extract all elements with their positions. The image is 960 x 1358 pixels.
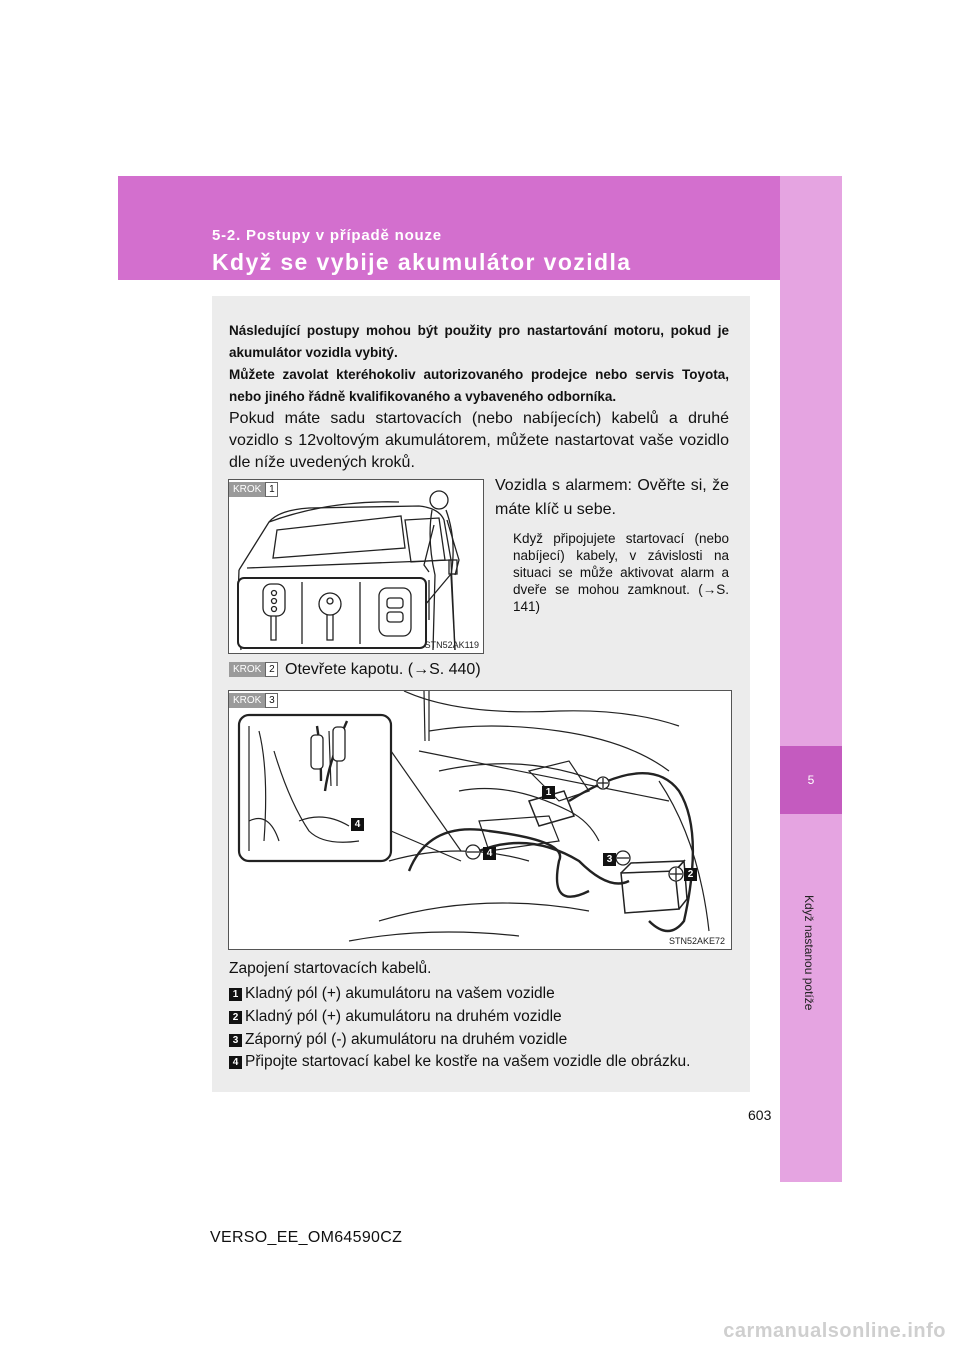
step2-badge <box>229 662 278 677</box>
page-number: 603 <box>748 1107 772 1123</box>
legend-item-3 <box>229 1030 567 1050</box>
step3-figure-code: STN52AKE72 <box>668 936 725 946</box>
section-heading: 5-2. Postupy v případě nouze <box>212 227 442 244</box>
legend-number-3: 3 <box>229 1034 242 1047</box>
step1-text: Vozidla s alarmem: Ověřte si, že máte klíč u sebe. <box>495 477 729 518</box>
intro-bold-1: Následující postupy mohou být použity pro nastartování motoru, pokud je akumulátor vozidla vybitý. <box>229 323 729 360</box>
step1-figure <box>228 479 484 654</box>
legend-number-4: 4 <box>229 1056 242 1069</box>
chapter-tab-label: Když nastanou potíže <box>802 895 816 1011</box>
intro-paragraph: Pokud máte sadu startovacích (nebo nabíjecích) kabelů a druhé vozidlo s 12voltovým akumulátorem, můžete nastartovat vaše vozidlo dle níže uvedených kroků. <box>229 410 729 471</box>
legend-item-1 <box>229 984 555 1004</box>
legend-item-4 <box>229 1052 690 1072</box>
step1-badge-label: KROK <box>229 482 265 497</box>
legend-text-3: Záporný pól (-) akumulátoru na druhém vozidle <box>245 1031 568 1048</box>
step1-figure-code: STN52AK119 <box>424 640 479 650</box>
legend-text-2: Kladný pól (+) akumulátoru na druhém vozidle <box>245 1008 562 1025</box>
step3-caption: Zapojení startovacích kabelů. <box>229 960 432 977</box>
step2-text: Otevřete kapotu. (→S. 440) <box>285 661 481 678</box>
chapter-tab[interactable]: 5 <box>780 746 842 814</box>
document-code: VERSO_EE_OM64590CZ <box>210 1229 403 1246</box>
callout-4-inset: 4 <box>351 818 364 831</box>
legend-item-2 <box>229 1007 562 1027</box>
legend-text-1: Kladný pól (+) akumulátoru na vašem vozidle <box>245 985 555 1002</box>
callout-4-engine: 4 <box>483 847 496 860</box>
step2-badge-label: KROK <box>229 662 265 677</box>
watermark: carmanualsonline.info <box>723 1320 946 1342</box>
callout-1: 1 <box>542 786 555 799</box>
step1-badge-number: 1 <box>265 482 278 497</box>
step2-badge-number: 2 <box>265 662 278 677</box>
step3-badge <box>229 693 278 708</box>
legend-number-2: 2 <box>229 1011 242 1024</box>
step1-badge <box>229 482 278 497</box>
intro-bold-2: Můžete zavolat kteréhokoliv autorizovaného prodejce nebo servis Toyota, nebo jiného řádně kvalifikovaného a vybaveného odborníka. <box>229 367 729 404</box>
legend-number-1: 1 <box>229 988 242 1001</box>
step3-badge-number: 3 <box>265 693 278 708</box>
callout-2: 2 <box>684 868 697 881</box>
step3-figure <box>228 690 732 950</box>
side-tab-bar <box>780 176 842 1182</box>
car-with-person-illustration <box>229 480 484 654</box>
step3-badge-label: KROK <box>229 693 265 708</box>
page-title: Když se vybije akumulátor vozidla <box>212 249 632 275</box>
callout-3: 3 <box>603 853 616 866</box>
legend-text-4: Připojte startovací kabel ke kostře na vašem vozidle dle obrázku. <box>245 1053 691 1070</box>
step1-note: Když připojujete startovací (nebo nabíjecí) kabely, v závislosti na situaci se může aktivovat alarm a dveře se mohou zamknout. (→S. 141) <box>513 531 729 614</box>
jump-start-cables-illustration <box>229 691 732 950</box>
